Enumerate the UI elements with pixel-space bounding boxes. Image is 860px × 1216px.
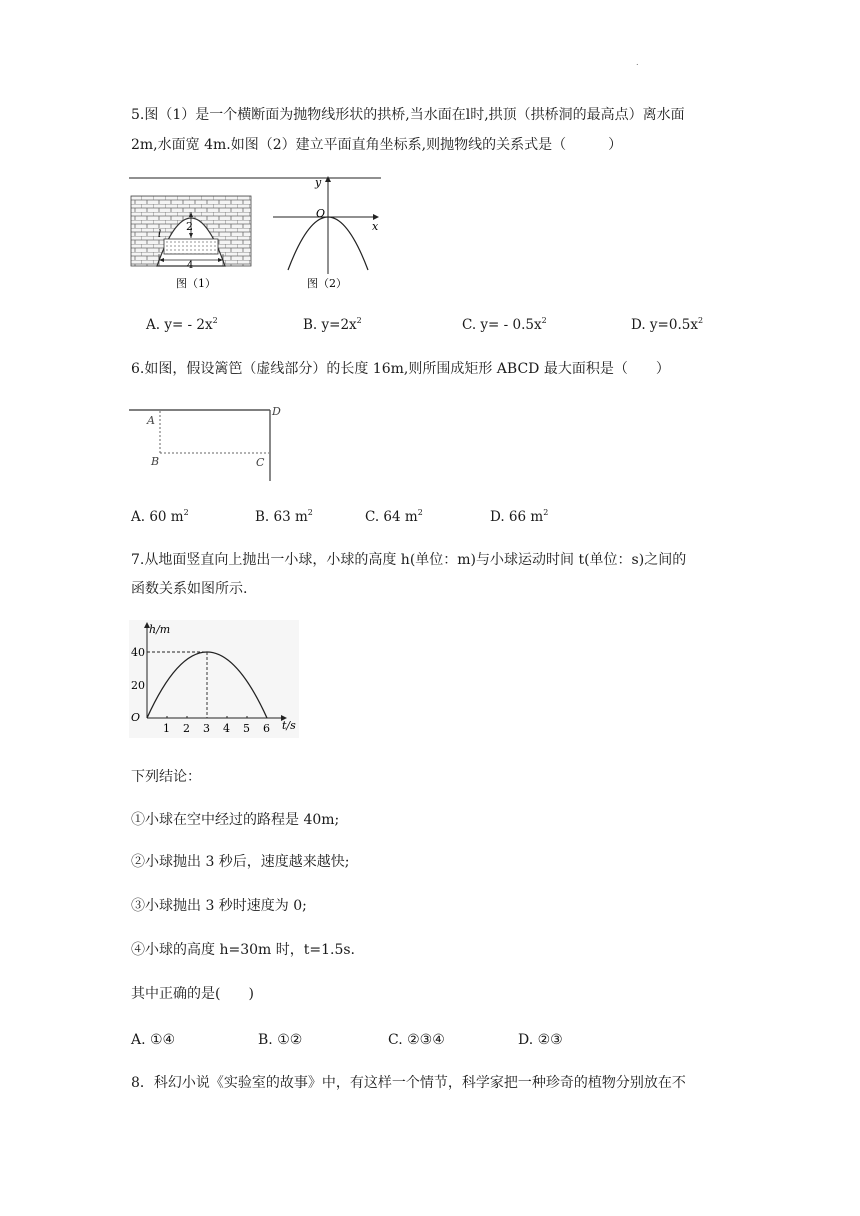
q5-stem-line2: 2m,水面宽 4m.如图（2）建立平面直角坐标系,则抛物线的关系式是（ ） — [131, 137, 623, 153]
origin-label: O — [316, 207, 326, 220]
q6-option-a: A. 60 $m^2$ — [131, 508, 189, 525]
arch-height-label: 2 — [186, 220, 193, 233]
q7-option-d: D. ②③ — [518, 1032, 563, 1048]
fig1-caption: 图（1） — [176, 277, 216, 290]
parabola-axes-drawing — [273, 176, 379, 274]
q8-stem-line1: 8．科幻小说《实验室的故事》中，有这样一个情节，科学家把一种珍奇的植物分别放在不 — [131, 1075, 686, 1091]
y-axis-label: y — [315, 176, 322, 189]
q5-stem-line1: 5.图（1）是一个横断面为抛物线形状的拱桥,当水面在l时,拱顶（拱桥洞的最高点）离水面 — [131, 107, 685, 123]
corner-c-label: C — [256, 456, 265, 469]
q6-stem: 6.如图，假设篱笆（虚线部分）的长度 16m,则所围成矩形 ABCD 最大面积是（ ） — [131, 361, 670, 377]
q7-option-b: B. ①② — [258, 1032, 303, 1048]
q7-intro: 下列结论： — [131, 769, 201, 785]
x-tick-6: 6 — [263, 722, 270, 735]
corner-a-label: A — [147, 414, 155, 427]
corner-d-label: D — [272, 405, 281, 418]
q7-option-c: C. ②③④ — [388, 1032, 445, 1048]
q6-option-c: C. 64 $m^2$ — [365, 508, 423, 525]
q5-option-b: B. $y=2x^2$ — [303, 316, 362, 333]
q5-option-c: C. $y= - 0.5x^2$ — [462, 316, 547, 333]
q6-option-d: D. 66 $m^2$ — [490, 508, 549, 525]
y-tick-40: 40 — [131, 646, 145, 659]
x-tick-1: 1 — [163, 722, 170, 735]
q6-figure — [129, 403, 289, 483]
q7-statement-4: ④小球的高度 h=30m 时，t=1.5s. — [131, 942, 355, 958]
graph-y-label: h/m — [149, 623, 171, 636]
q7-stem-line2: 函数关系如图所示. — [131, 581, 248, 597]
y-tick-20: 20 — [131, 679, 145, 692]
x-tick-5: 5 — [243, 722, 250, 735]
graph-origin-label: O — [131, 711, 141, 724]
q7-graph — [129, 620, 299, 738]
x-tick-2: 2 — [183, 722, 190, 735]
x-tick-3: 3 — [203, 722, 210, 735]
q7-statement-3: ③小球抛出 3 秒时速度为 0; — [131, 898, 307, 914]
q5-option-a: A. $y= - 2x^2$ — [146, 316, 218, 333]
corner-b-label: B — [151, 455, 160, 468]
q5-option-d: D. $y=0.5x^2$ — [631, 316, 704, 333]
q7-stem-line1: 7.从地面竖直向上抛出一小球，小球的高度 h(单位：m)与小球运动时间 t(单位：s)之间的 — [131, 552, 687, 568]
q7-question: 其中正确的是( ) — [131, 986, 254, 1002]
x-tick-4: 4 — [223, 722, 230, 735]
graph-x-label: t/s — [282, 719, 296, 732]
q7-statement-1: ①小球在空中经过的路程是 40m; — [131, 812, 340, 828]
page-mark: . — [636, 58, 639, 67]
q7-statement-2: ②小球抛出 3 秒后，速度越来越快; — [131, 854, 350, 870]
arch-bridge-drawing — [131, 196, 251, 271]
fig2-caption: 图（2） — [307, 277, 347, 290]
water-level-label: l — [158, 229, 162, 240]
water-width-label: 4 — [187, 260, 194, 271]
q6-option-b: B. 63 $m^2$ — [255, 508, 313, 525]
q5-figure — [129, 172, 381, 294]
x-axis-label: x — [372, 220, 379, 233]
q7-option-a: A. ①④ — [131, 1032, 176, 1048]
